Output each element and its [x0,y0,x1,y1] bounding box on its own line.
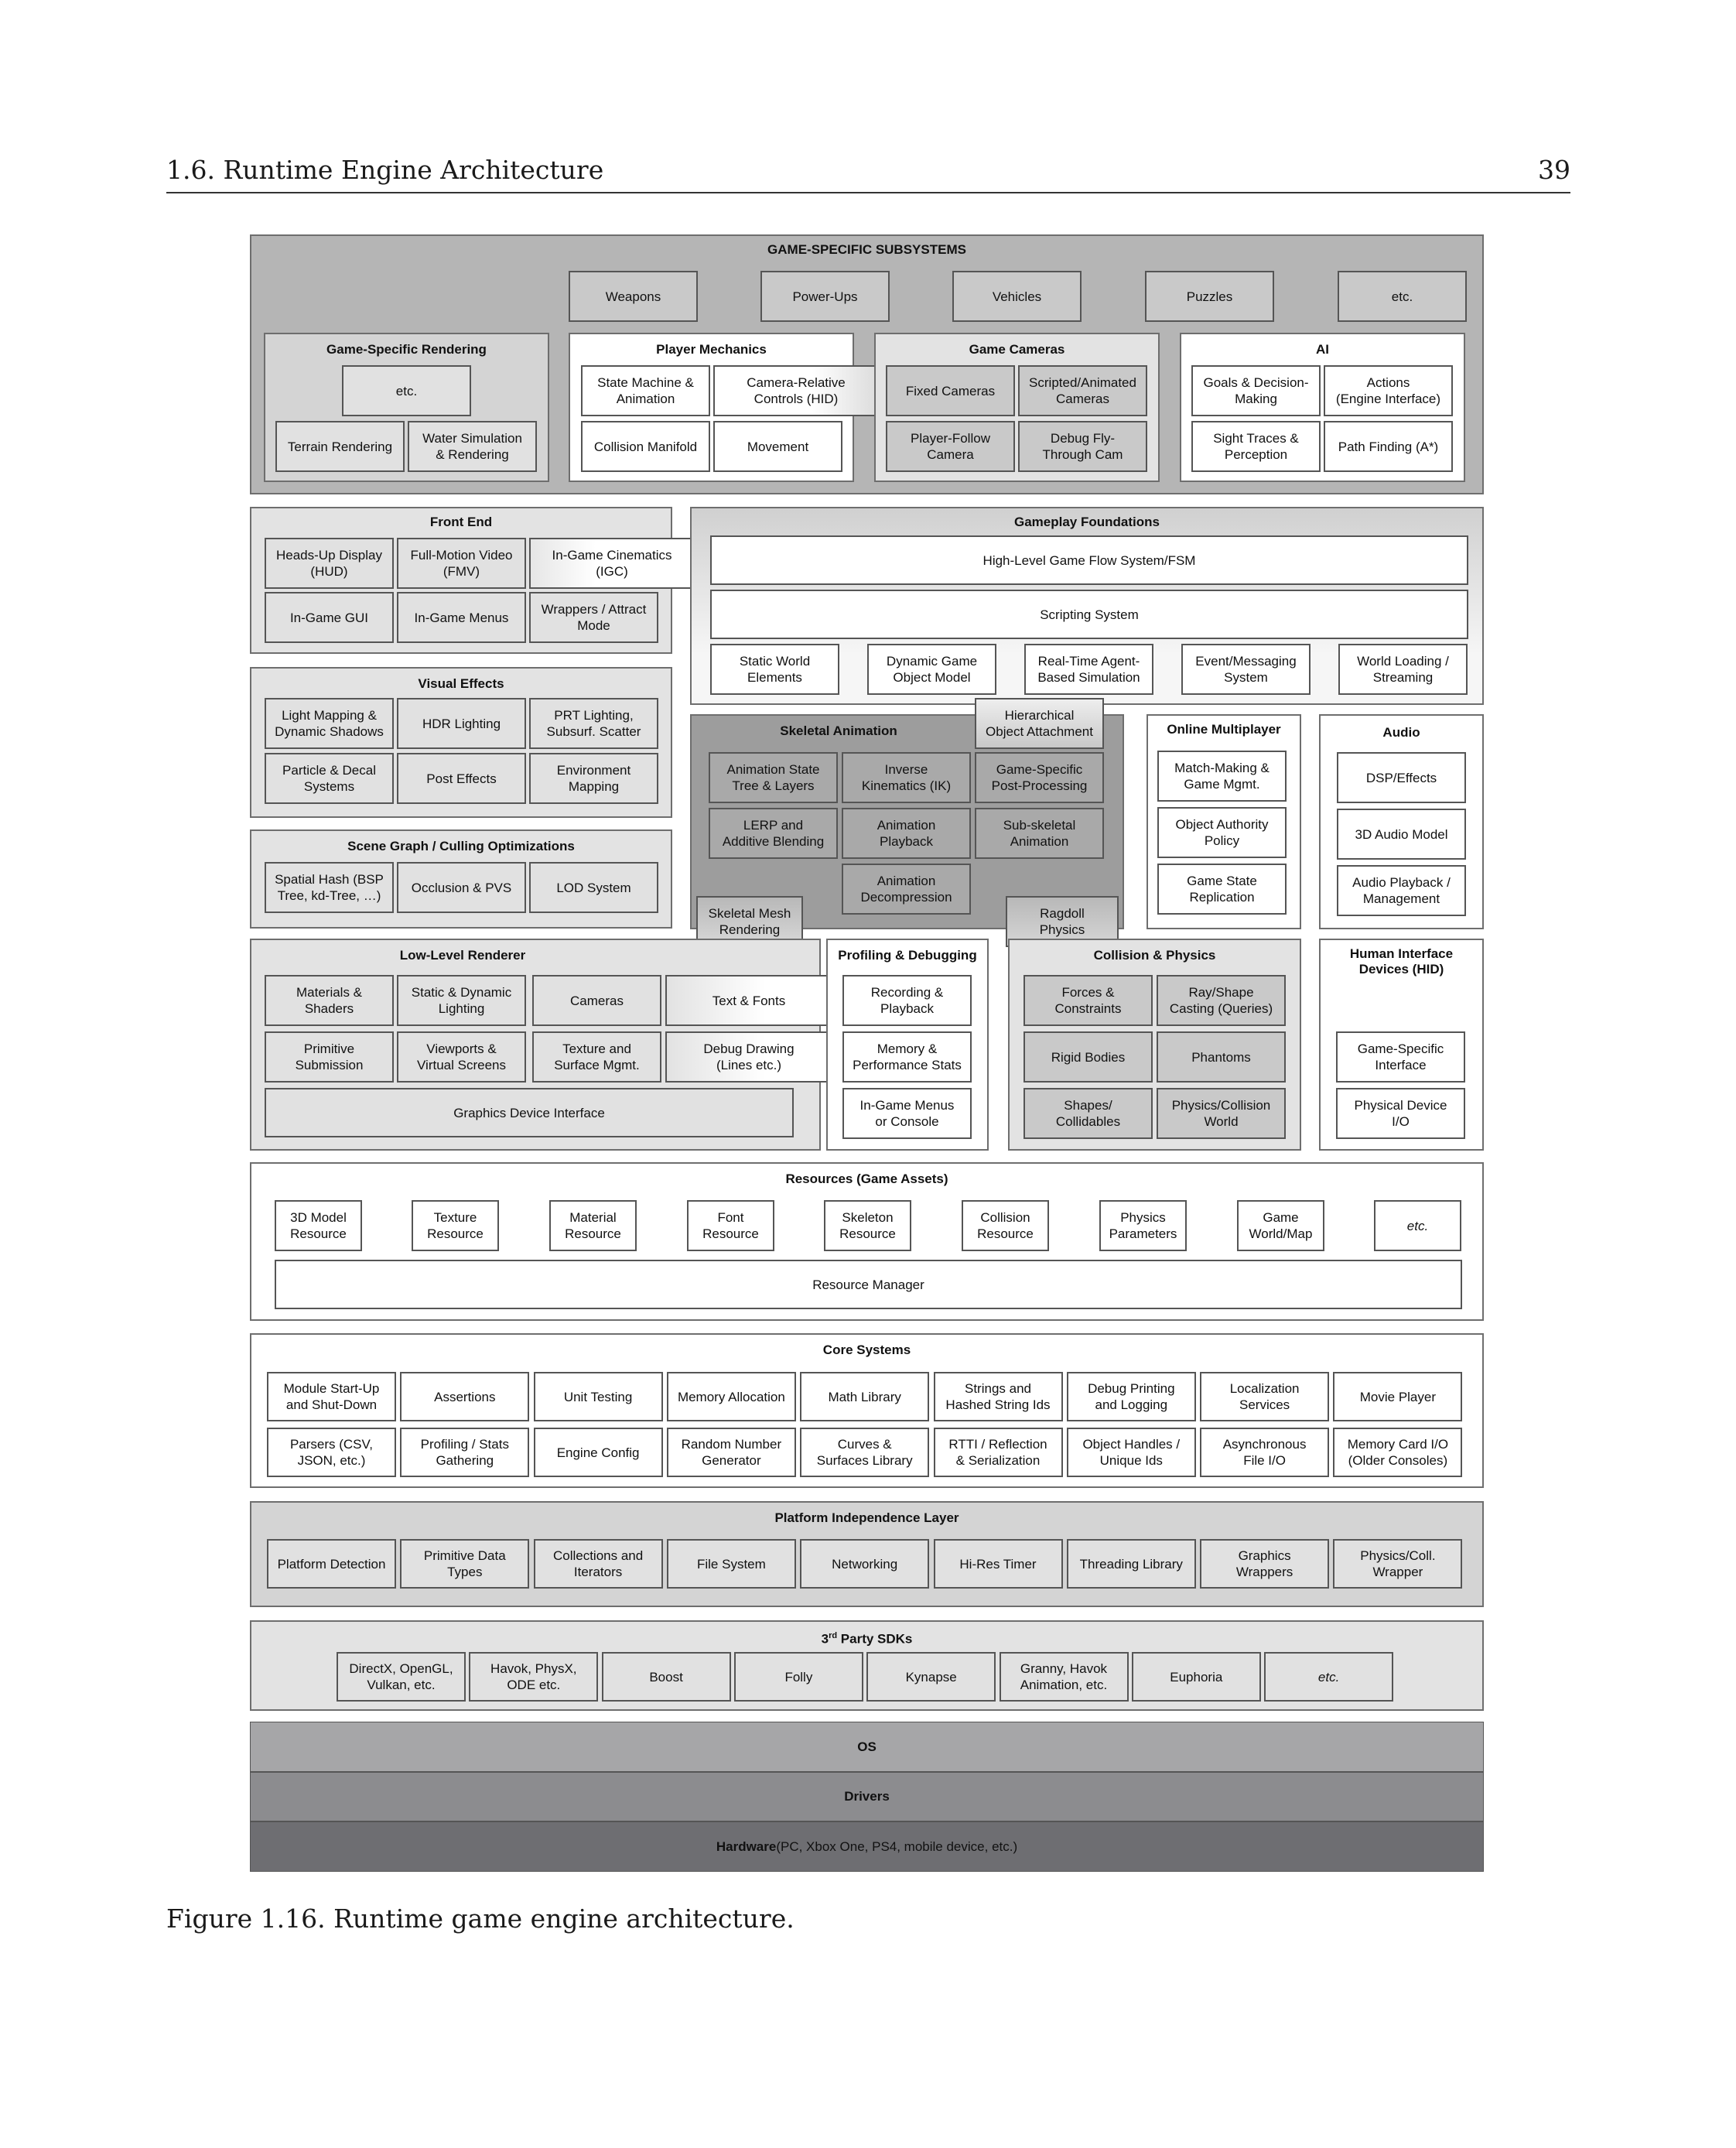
physics-world-box: Physics/Collision World [1157,1088,1286,1139]
sub-skeletal-box: Sub-skeletal Animation [975,808,1104,859]
weapons-box: Weapons [569,271,698,322]
path-finding-box: Path Finding (A*) [1324,421,1453,472]
group-title: Skeletal Animation [780,723,897,738]
water-simulation-box: Water Simulation & Rendering [408,421,537,472]
physics-coll-wrapper-box: Physics/Coll. Wrapper [1333,1539,1462,1589]
game-world-map-box: Game World/Map [1237,1200,1324,1251]
fmv-box: Full-Motion Video (FMV) [397,538,526,589]
etc-box: etc. [1338,271,1467,322]
group-title: Audio [1382,725,1420,740]
physics-parameters-box: Physics Parameters [1099,1200,1187,1251]
vehicles-box: Vehicles [952,271,1082,322]
game-specific-interface-box: Game-Specific Interface [1336,1031,1465,1083]
primitive-data-types-box: Primitive Data Types [400,1539,529,1589]
material-resource-box: Material Resource [549,1200,637,1251]
gsr-etc-box: etc. [342,365,471,416]
movie-player-box: Movie Player [1333,1372,1462,1421]
resource-manager-box: Resource Manager [275,1260,1462,1309]
group-title: Game-Specific Rendering [326,342,487,357]
graphics-device-interface-box: Graphics Device Interface [265,1088,794,1137]
igc-box: In-Game Cinematics (IGC) [529,538,695,589]
folly-box: Folly [734,1652,863,1702]
rigid-bodies-box: Rigid Bodies [1023,1031,1153,1083]
fixed-cameras-box: Fixed Cameras [886,365,1015,416]
goals-decision-box: Goals & Decision- Making [1191,365,1321,416]
debug-fly-through-box: Debug Fly- Through Cam [1018,421,1147,472]
forces-constraints-box: Forces & Constraints [1023,975,1153,1026]
ray-shape-casting-box: Ray/Shape Casting (Queries) [1157,975,1286,1026]
group-title: Profiling & Debugging [838,948,977,963]
figure-caption: Figure 1.16. Runtime game engine architecture. [166,1903,795,1934]
hi-res-timer-box: Hi-Res Timer [934,1539,1063,1589]
static-dynamic-lighting-box: Static & Dynamic Lighting [397,975,526,1026]
environment-mapping-box: Environment Mapping [529,753,658,804]
hardware-label: Hardware [716,1838,777,1854]
file-system-box: File System [667,1539,796,1589]
resources-etc-box: etc. [1374,1200,1461,1251]
rtti-reflection-serialization-box: RTTI / Reflection & Serialization [934,1428,1063,1477]
light-mapping-box: Light Mapping & Dynamic Shadows [265,698,394,749]
game-state-replication-box: Game State Replication [1157,864,1287,915]
group-title [251,1628,1482,1647]
havok-physx-ode-etc-box: Havok, PhysX, ODE etc. [469,1652,598,1702]
font-resource-box: Font Resource [687,1200,774,1251]
debug-drawing-box: Debug Drawing (Lines etc.) [665,1031,832,1083]
puzzles-box: Puzzles [1145,271,1274,322]
in-game-console-box: In-Game Menus or Console [842,1088,972,1139]
anim-state-tree-box: Animation State Tree & Layers [709,752,838,803]
group-title: Gameplay Foundations [1014,515,1160,529]
skeleton-resource-box: Skeleton Resource [824,1200,911,1251]
phantoms-box: Phantoms [1157,1031,1286,1083]
hardware-detail: (PC, Xbox One, PS4, mobile device, etc.) [776,1838,1018,1854]
ragdoll-physics-box: Ragdoll Physics [1006,896,1119,947]
spatial-hash-box: Spatial Hash (BSP Tree, kd-Tree, …) [265,862,394,913]
euphoria-box: Euphoria [1132,1652,1261,1702]
group-title: Front End [429,515,493,529]
scripting-system-box: Scripting System [710,590,1468,639]
etc-box: etc. [1264,1652,1393,1702]
collision-resource-box: Collision Resource [962,1200,1049,1251]
granny-havok-animation-etc-box: Granny, Havok Animation, etc. [1000,1652,1129,1702]
group-title: Scene Graph / Culling Optimizations [347,839,575,853]
collision-manifold-box: Collision Manifold [581,421,710,472]
match-making-box: Match-Making & Game Mgmt. [1157,751,1287,802]
prt-lighting-box: PRT Lighting, Subsurf. Scatter [529,698,658,749]
animation-playback-box: Animation Playback [842,808,971,859]
viewports-box: Viewports & Virtual Screens [397,1031,526,1083]
graphics-wrappers-box: Graphics Wrappers [1200,1539,1329,1589]
materials-shaders-box: Materials & Shaders [265,975,394,1026]
group-title: GAME-SPECIFIC SUBSYSTEMS [767,242,966,257]
profiling-stats-gathering-box: Profiling / Stats Gathering [400,1428,529,1477]
memory-allocation-box: Memory Allocation [667,1372,796,1421]
particle-decal-box: Particle & Decal Systems [265,753,394,804]
header-rule [166,192,1570,193]
post-effects-box: Post Effects [397,753,526,804]
recording-playback-box: Recording & Playback [842,975,972,1026]
engine-config-box: Engine Config [534,1428,663,1477]
group-title: Core Systems [822,1342,911,1357]
3d-model-resource-box: 3D Model Resource [275,1200,362,1251]
camera-relative-controls-box: Camera-Relative Controls (HID) [713,365,879,416]
os-layer: OS [250,1722,1484,1772]
state-machine-box: State Machine & Animation [581,365,710,416]
sdk-title-number: 3 [821,1631,829,1647]
animation-decompression-box: Animation Decompression [842,864,971,915]
math-library-box: Math Library [800,1372,929,1421]
player-follow-camera-box: Player-Follow Camera [886,421,1015,472]
running-header-title: 1.6. Runtime Engine Architecture [166,155,604,185]
drivers-layer: Drivers [250,1772,1484,1821]
skeletal-mesh-rendering-box: Skeletal Mesh Rendering [696,896,803,947]
directx-opengl-vulkan-etc-box: DirectX, OpenGL, Vulkan, etc. [337,1652,466,1702]
static-world-box: Static World Elements [710,644,839,695]
parsers-csv-json-etc-box: Parsers (CSV, JSON, etc.) [267,1428,396,1477]
scripted-cameras-box: Scripted/Animated Cameras [1018,365,1147,416]
group-title: Player Mechanics [656,342,767,357]
group-title: Collision & Physics [1093,948,1216,963]
localization-services-box: Localization Services [1200,1372,1329,1421]
kynapse-box: Kynapse [866,1652,996,1702]
hardware-layer [250,1821,1484,1872]
actions-box: Actions (Engine Interface) [1324,365,1453,416]
networking-box: Networking [800,1539,929,1589]
hdr-lighting-box: HDR Lighting [397,698,526,749]
assertions-box: Assertions [400,1372,529,1421]
lerp-blending-box: LERP and Additive Blending [709,808,838,859]
asynchronous-file-i-o-box: Asynchronous File I/O [1200,1428,1329,1477]
dynamic-object-model-box: Dynamic Game Object Model [867,644,996,695]
curves-surfaces-library-box: Curves & Surfaces Library [800,1428,929,1477]
3d-audio-model-box: 3D Audio Model [1337,809,1466,860]
occlusion-pvs-box: Occlusion & PVS [397,862,526,913]
wrappers-attract-box: Wrappers / Attract Mode [529,592,658,643]
dsp-effects-box: DSP/Effects [1337,752,1466,803]
object-authority-box: Object Authority Policy [1157,807,1287,858]
group-title: AI [1316,342,1329,357]
realtime-agent-box: Real-Time Agent- Based Simulation [1024,644,1153,695]
group-title: Human Interface Devices (HID) [1349,946,1454,977]
object-handles-unique-ids-box: Object Handles / Unique Ids [1067,1428,1196,1477]
module-start-up-and-shut-down-box: Module Start-Up and Shut-Down [267,1372,396,1421]
cameras-box: Cameras [532,975,661,1026]
movement-box: Movement [713,421,842,472]
threading-library-box: Threading Library [1067,1539,1196,1589]
physical-device-io-box: Physical Device I/O [1336,1088,1465,1139]
group-title: Low-Level Renderer [399,948,526,963]
world-loading-box: World Loading / Streaming [1338,644,1468,695]
game-flow-fsm-box: High-Level Game Flow System/FSM [710,535,1468,585]
in-game-menus-box: In-Game Menus [397,592,526,643]
sdk-title-text: Party SDKs [837,1631,913,1647]
texture-resource-box: Texture Resource [412,1200,499,1251]
hierarchical-attachment-box: Hierarchical Object Attachment [975,698,1104,749]
group-title: Game Cameras [969,342,1065,357]
strings-and-hashed-string-ids-box: Strings and Hashed String Ids [934,1372,1063,1421]
text-fonts-box: Text & Fonts [665,975,832,1026]
audio-playback-box: Audio Playback / Management [1337,865,1466,916]
debug-printing-and-logging-box: Debug Printing and Logging [1067,1372,1196,1421]
group-title: Online Multiplayer [1167,722,1281,737]
hud-box: Heads-Up Display (HUD) [265,538,394,589]
memory-card-i-o-older-consoles-box: Memory Card I/O (Older Consoles) [1333,1428,1462,1477]
group-title: Platform Independence Layer [774,1510,959,1525]
shapes-collidables-box: Shapes/ Collidables [1023,1088,1153,1139]
in-game-gui-box: In-Game GUI [265,592,394,643]
page-number: 39 [1538,155,1570,185]
inverse-kinematics-box: Inverse Kinematics (IK) [842,752,971,803]
unit-testing-box: Unit Testing [534,1372,663,1421]
game-specific-postproc-box: Game-Specific Post-Processing [975,752,1104,803]
lod-system-box: LOD System [529,862,658,913]
power-ups-box: Power-Ups [760,271,890,322]
collections-and-iterators-box: Collections and Iterators [534,1539,663,1589]
boost-box: Boost [602,1652,731,1702]
group-title: Resources (Game Assets) [785,1171,948,1186]
sdk-title-superscript: rd [829,1631,838,1640]
sight-traces-box: Sight Traces & Perception [1191,421,1321,472]
memory-perf-stats-box: Memory & Performance Stats [842,1031,972,1083]
platform-detection-box: Platform Detection [267,1539,396,1589]
texture-surface-box: Texture and Surface Mgmt. [532,1031,661,1083]
random-number-generator-box: Random Number Generator [667,1428,796,1477]
event-messaging-box: Event/Messaging System [1181,644,1311,695]
terrain-rendering-box: Terrain Rendering [275,421,405,472]
group-title: Visual Effects [418,676,504,691]
primitive-submission-box: Primitive Submission [265,1031,394,1083]
